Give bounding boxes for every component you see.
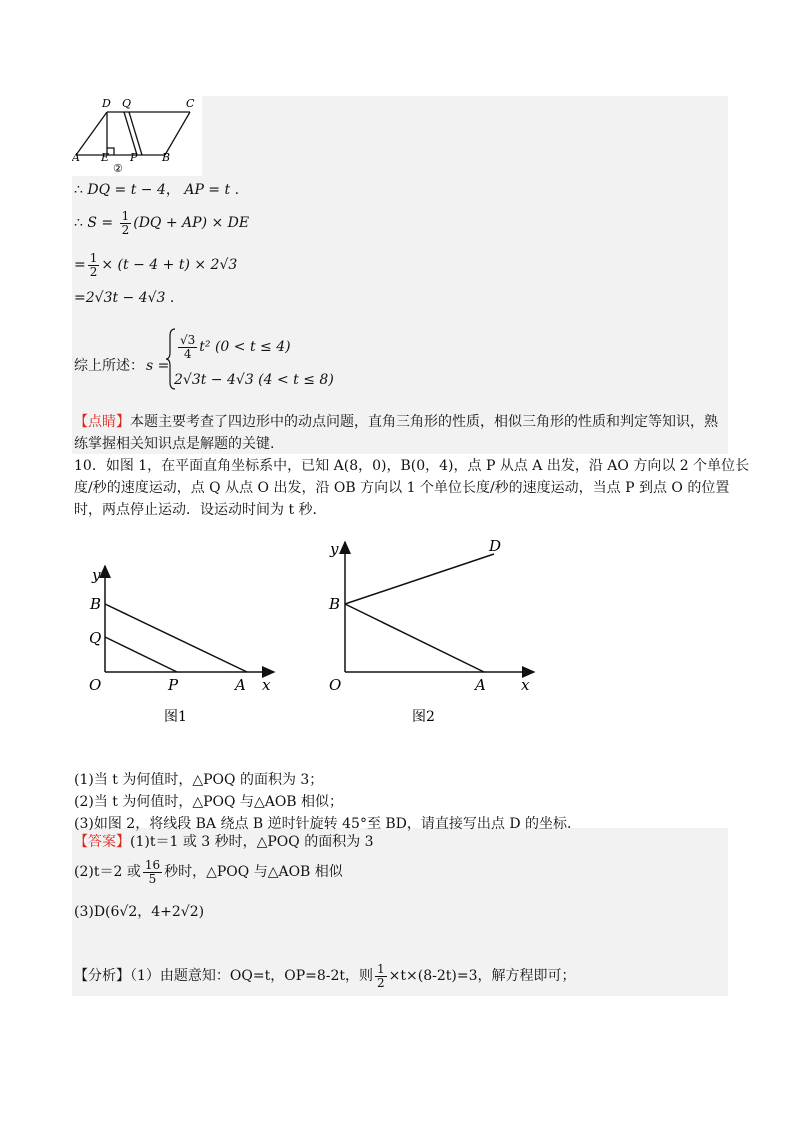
answer-tag: 【答案】 bbox=[74, 834, 130, 850]
fig2-caption: 图2 bbox=[412, 709, 435, 725]
subquestion-1: (1)当 t 为何值时，△POQ 的面积为 3； bbox=[74, 772, 324, 788]
fig1-y-label: y bbox=[92, 566, 101, 584]
figure-number: ② bbox=[113, 162, 123, 175]
solution-line-2: ∴ S = $\frac{1}{2}$ (DQ + AP) × DE bbox=[74, 208, 250, 237]
parallelogram-figure bbox=[72, 96, 202, 176]
solution-line-4: =2√3t − 4√3 . bbox=[74, 290, 175, 306]
label-C: C bbox=[186, 97, 195, 110]
subquestion-3: (3)如图 2，将线段 BA 绕点 B 逆时针旋转 45°至 BD，请直接写出点 D 的坐标． bbox=[74, 816, 582, 832]
solution-line-3: = $\frac{1}{2}$ × (t − 4 + t) × 2√3 bbox=[74, 250, 238, 279]
fig1-A-label: A bbox=[235, 676, 246, 694]
answer-line-3: (3)D(6√2，4+2√2) bbox=[74, 904, 205, 920]
question-10-line-1: 10．如图 1，在平面直角坐标系中，已知 A(8，0)，B(0，4)，点 P 从点 A 出发，沿 AO 方向以 2 个单位长 bbox=[74, 458, 750, 474]
comment-tag: 【点睛】 bbox=[74, 414, 130, 430]
analysis-line: 【分析】（1）由题意知：OQ=t，OP=8-2t，则 $\frac{1}{2}$ ×t×(8-2t)=3，解方程即可； bbox=[74, 961, 576, 990]
subquestion-2: (2)当 t 为何值时，△POQ 与△AOB 相似； bbox=[74, 794, 344, 810]
fig1-O-label: O bbox=[89, 676, 102, 694]
piecewise-case-1: $\frac{√3}{4}$ t² (0 < t ≤ 4) bbox=[180, 332, 291, 361]
fig1-x-label: x bbox=[262, 676, 271, 694]
comment-line-2: 练掌握相关知识点是解题的关键. bbox=[74, 436, 275, 452]
fig2-O-label: O bbox=[329, 676, 342, 694]
comment-line-1: 【点睛】本题主要考查了四边形中的动点问题，直角三角形的性质，相似三角形的性质和判定等知识，熟 bbox=[74, 414, 718, 430]
question-10-line-3: 时，两点停止运动．设运动时间为 t 秒． bbox=[74, 502, 327, 518]
fig1-P-label: P bbox=[168, 676, 179, 694]
summary-label: 综上所述： bbox=[74, 358, 144, 374]
fig2-A-label: A bbox=[475, 676, 486, 694]
figure-2 bbox=[322, 534, 542, 730]
question-10-line-2: 度/秒的速度运动，点 Q 从点 O 出发，沿 OB 方向以 1 个单位长度/秒的速度运动，当点 P 到点 O 的位置 bbox=[74, 480, 730, 496]
label-P: P bbox=[130, 151, 138, 164]
fig1-B-label: B bbox=[90, 595, 102, 613]
analysis-tag: 【分析】 bbox=[74, 968, 130, 984]
label-A: A bbox=[72, 151, 80, 164]
fig1-Q-label: Q bbox=[89, 629, 102, 647]
fig1-caption: 图1 bbox=[164, 709, 187, 725]
label-Q: Q bbox=[122, 97, 132, 110]
solution-line-1: ∴ DQ = t − 4， AP = t . bbox=[74, 182, 240, 198]
fig2-D-label: D bbox=[489, 537, 502, 555]
figure-1 bbox=[84, 560, 284, 730]
answer-line-2: (2)t＝2 或 $\frac{16}{5}$ 秒时，△POQ 与△AOB 相似 bbox=[74, 857, 343, 886]
fig2-B-label: B bbox=[329, 595, 341, 613]
label-D: D bbox=[102, 97, 111, 110]
fig2-y-label: y bbox=[330, 540, 339, 558]
answer-line-1: 【答案】(1)t＝1 或 3 秒时，△POQ 的面积为 3 bbox=[74, 834, 374, 850]
fig2-x-label: x bbox=[521, 676, 530, 694]
piecewise-case-2: 2√3t − 4√3 (4 < t ≤ 8) bbox=[174, 372, 334, 388]
label-E: E bbox=[101, 151, 110, 164]
label-B: B bbox=[162, 151, 171, 164]
summary-lhs: s = bbox=[146, 358, 170, 374]
